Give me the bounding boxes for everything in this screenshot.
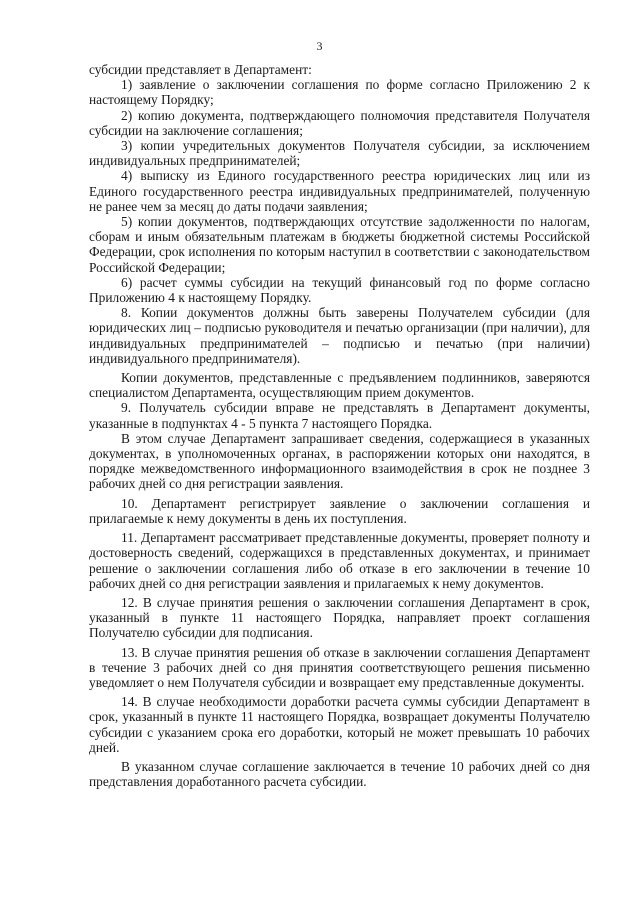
list-item-6: 6) расчет суммы субсидии на текущий финансовый год по форме согласно Приложению 4 к настоящему Порядку. — [89, 274, 590, 306]
clause-9-note: В этом случае Департамент запрашивает сведения, содержащиеся в указанных документах, в уполномоченных органах, в распоряжении которых они находятся, в порядке межведомственного информационного взаимодействия в срок не позднее 3 рабочих дней со дня регистрации заявления. — [89, 430, 590, 492]
clause-13: 13. В случае принятия решения об отказе в заключении соглашения Департамент в течение 3 рабочих дней со дня принятия соответствующего решения письменно уведомляет о нем Получателя субсидии и возвращает ему представленные документы. — [89, 644, 590, 690]
clause-8-note: Копии документов, представленные с предъявлением подлинников, заверяются специалистом Департамента, осуществляющим прием документов. — [89, 370, 590, 401]
list-item-2: 2) копию документа, подтверждающего полномочия представителя Получателя субсидии на заключение соглашения; — [89, 107, 590, 138]
clause-12: 12. В случае принятия решения о заключении соглашения Департамент в срок, указанный в пункте 11 настоящего Порядка, направляет проект соглашения Получателю субсидии для подписания. — [89, 594, 590, 641]
list-item-4: 4) выписку из Единого государственного реестра юридических лиц или из Единого государственного реестра индивидуальных предпринимателей, полученную не ранее чем за месяц до даты подачи заявления; — [89, 168, 590, 214]
page-number: 3 — [316, 39, 323, 53]
list-item-1: 1) заявление о заключении соглашения по форме согласно Приложению 2 к настоящему Порядку; — [89, 77, 590, 108]
clause-9: 9. Получатель субсидии вправе не представлять в Департамент документы, указанные в подпунктах 4 - 5 пункта 7 настоящего Порядка. — [89, 400, 590, 431]
clause-11: 11. Департамент рассматривает представленные документы, проверяет полноту и достоверность сведений, содержащихся в представленных документах, и принимает решение о заключении соглашения либо об отказе в его заключении в течение 10 рабочих дней со дня регистрации заявления и прилагаемых к нему документов. — [89, 530, 590, 591]
clause-14-note: В указанном случае соглашение заключается в течение 10 рабочих дней со дня представления доработанного расчета субсидии. — [89, 758, 590, 790]
clause-10: 10. Департамент регистрирует заявление о заключении соглашения и прилагаемые к нему документы в день их поступления. — [89, 495, 590, 526]
list-item-3: 3) копии учредительных документов Получателя субсидии, за исключением индивидуальных предпринимателей; — [89, 138, 590, 169]
clause-14: 14. В случае необходимости доработки расчета суммы субсидии Департамент в срок, указанный в пункте 11 настоящего Порядка, возвращает документы Получателю субсидии с указанием срока его доработки, который не может превышать 10 рабочих дней. — [89, 694, 590, 755]
paragraph-continuation: субсидии представляет в Департамент: — [89, 62, 312, 77]
list-item-5: 5) копии документов, подтверждающих отсутствие задолженности по налогам, сборам и иным обязательным платежам в бюджеты бюджетной системы Российской Федерации, срок исполнения по которым наступил в соответствии с законодательством Российской Федерации; — [89, 214, 590, 275]
document-body — [89, 62, 590, 789]
clause-8: 8. Копии документов должны быть заверены Получателем субсидии (для юридических лиц – подписью руководителя и печатью организации (при наличии), для индивидуальных предпринимателей – подписью и печатью (при наличии) индивидуального предпринимателя). — [89, 305, 590, 366]
